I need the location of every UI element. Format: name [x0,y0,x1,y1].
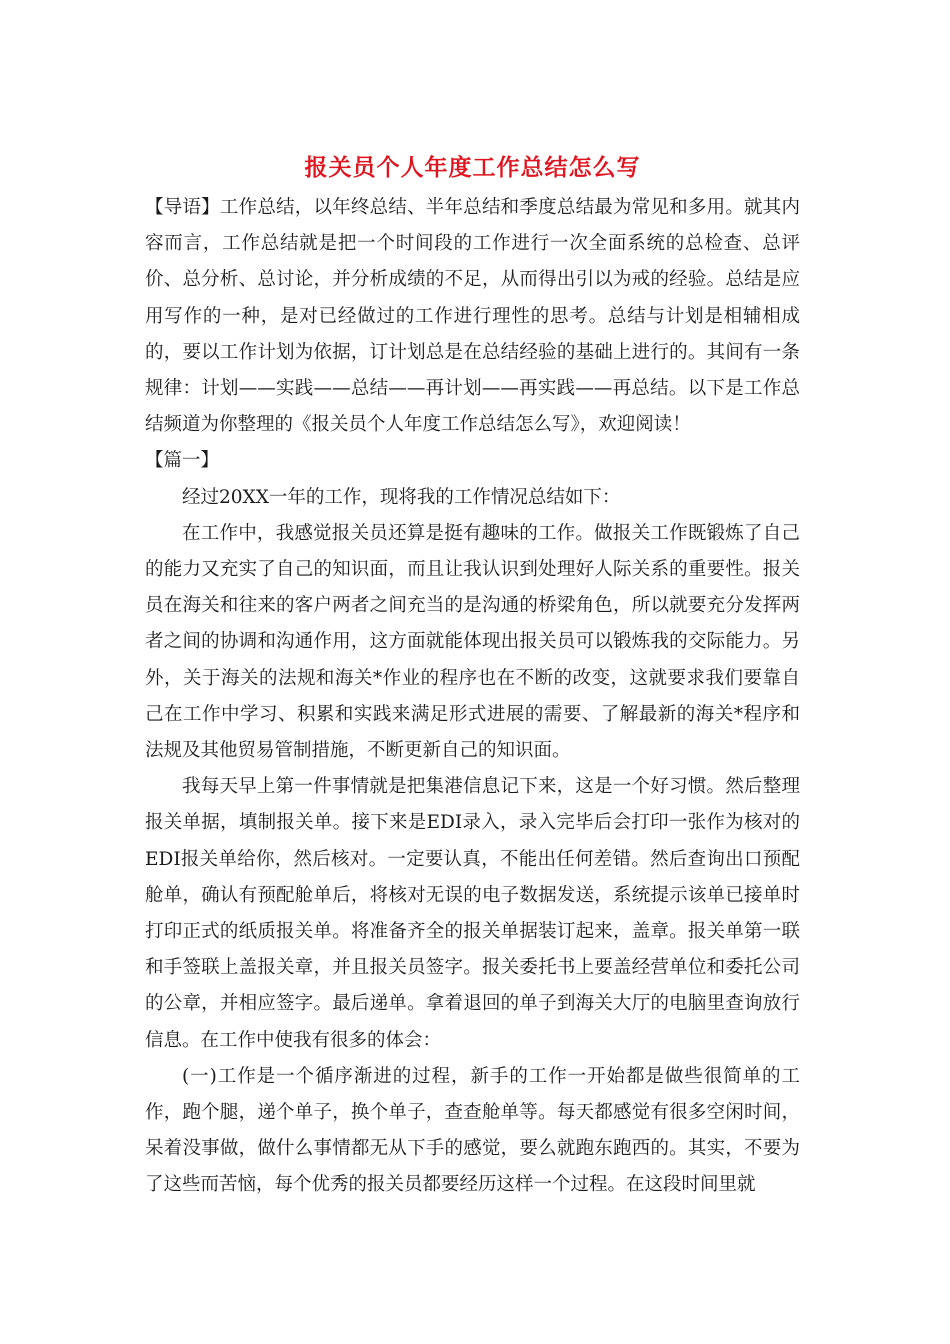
intro-paragraph: 【导语】工作总结，以年终总结、半年总结和季度总结最为常见和多用。就其内容而言，工作总结就是把一个时间段的工作进行一次全面系统的总检查、总评价、总分析、总讨论，并分析成绩的不足，从而得出引以为戒的经验。总结是应用写作的一种，是对已经做过的工作进行理性的思考。总结与计划是相辅相成的，要以工作计划为依据，订计划总是在总结经验的基础上进行的。其间有一条规律：计划——实践——总结——再计划——再实践——再总结。以下是工作总结频道为你整理的《报关员个人年度工作总结怎么写》，欢迎阅读！ [145,197,800,436]
body-paragraph: (一)工作是一个循序渐进的过程，新手的工作一开始都是做些很简单的工作，跑个腿，递个单子，换个单子，查查舱单等。每天都感觉有很多空闲时间，呆着没事做，做什么事情都无从下手的感觉，要么就跑东跑西的。其实，不要为了这些而苦恼，每个优秀的报关员都要经历这样一个过程。在这段时间里就 [145,1065,800,1196]
body-paragraph: 经过20XX一年的工作，现将我的工作情况总结如下： [182,486,621,508]
body-paragraph: 在工作中，我感觉报关员还算是挺有趣味的工作。做报关工作既锻炼了自己的能力又充实了自己的知识面，而且让我认识到处理好人际关系的重要性。报关员在海关和往来的客户两者之间充当的是沟通的桥梁角色，所以就要充分发挥两者之间的协调和沟通作用，这方面就能体现出报关员可以锻炼我的交际能力。另外，关于海关的法规和海关*作业的程序也在不断的改变，这就要求我们要靠自己在工作中学习、积累和实践来满足形式进展的需要、了解最新的海关*程序和法规及其他贸易管制措施，不断更新自己的知识面。 [145,522,800,762]
document-title: 报关员个人年度工作总结怎么写 [304,154,641,181]
section-label: 【篇一】 [145,450,220,472]
document-page [145,150,800,1204]
body-paragraph: 我每天早上第一件事情就是把集港信息记下来，这是一个好习惯。然后整理报关单据，填制报关单。接下来是EDI录入，录入完毕后会打印一张作为核对的EDI报关单给你，然后核对。一定要认真，不能出任何差错。然后查询出口预配舱单，确认有预配舱单后，将核对无误的电子数据发送，系统提示该单已接单时打印正式的纸质报关单。将准备齐全的报关单据装订起来，盖章。报关单第一联和手签联上盖报关章，并且报关员签字。报关委托书上要盖经营单位和委托公司的公章，并相应签字。最后递单。拿着退回的单子到海关大厅的电脑里查询放行信息。在工作中使我有很多的体会： [145,776,800,1051]
